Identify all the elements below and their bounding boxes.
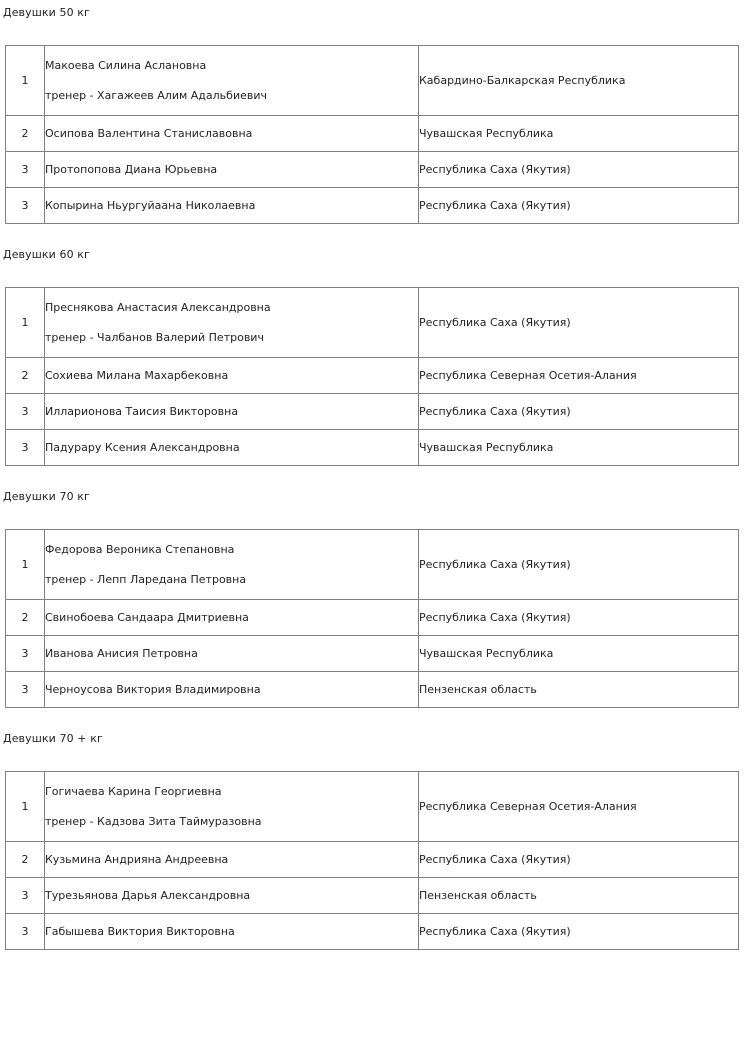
table-row <box>6 636 739 672</box>
region-cell: Республика Саха (Якутия) <box>419 288 739 358</box>
region-cell: Республика Саха (Якутия) <box>419 914 739 950</box>
weight-category-section <box>0 490 750 708</box>
place-cell: 3 <box>6 878 45 914</box>
results-table <box>5 287 739 466</box>
place-cell: 1 <box>6 46 45 116</box>
athlete-cell: Кузьмина Андрияна Андреевна <box>45 842 419 878</box>
table-row <box>6 842 739 878</box>
region-cell: Республика Саха (Якутия) <box>419 394 739 430</box>
athlete-cell <box>45 772 419 842</box>
athlete-cell: Илларионова Таисия Викторовна <box>45 394 419 430</box>
athlete-cell: Падурару Ксения Александровна <box>45 430 419 466</box>
region-cell: Республика Саха (Якутия) <box>419 600 739 636</box>
table-row <box>6 152 739 188</box>
table-row <box>6 116 739 152</box>
results-table <box>5 771 739 950</box>
region-cell: Чувашская Республика <box>419 636 739 672</box>
table-row <box>6 358 739 394</box>
region-cell: Кабардино-Балкарская Республика <box>419 46 739 116</box>
place-cell: 2 <box>6 116 45 152</box>
athlete-name: Гогичаева Карина Георгиевна <box>45 785 222 798</box>
table-row <box>6 600 739 636</box>
spacer <box>0 503 750 529</box>
athlete-cell: Черноусова Виктория Владимировна <box>45 672 419 708</box>
region-cell: Чувашская Республика <box>419 430 739 466</box>
weight-category-section <box>0 0 750 224</box>
place-cell: 3 <box>6 672 45 708</box>
region-cell: Республика Саха (Якутия) <box>419 530 739 600</box>
athlete-cell: Сохиева Милана Махарбековна <box>45 358 419 394</box>
section-heading: Девушки 50 кг <box>3 6 90 19</box>
athlete-cell: Свинобоева Сандаара Дмитриевна <box>45 600 419 636</box>
place-cell: 1 <box>6 288 45 358</box>
weight-category-section <box>0 248 750 466</box>
region-cell: Пензенская область <box>419 672 739 708</box>
section-heading: Девушки 70 + кг <box>3 732 103 745</box>
region-cell: Республика Саха (Якутия) <box>419 842 739 878</box>
section-heading: Девушки 60 кг <box>3 248 90 261</box>
place-cell: 3 <box>6 152 45 188</box>
place-cell: 3 <box>6 188 45 224</box>
athlete-name: Макоева Силина Аслановна <box>45 59 207 72</box>
athlete-cell <box>45 288 419 358</box>
region-cell: Республика Северная Осетия-Алания <box>419 772 739 842</box>
spacer <box>0 261 750 287</box>
region-cell: Чувашская Республика <box>419 116 739 152</box>
spacer <box>0 708 750 732</box>
table-row <box>6 188 739 224</box>
coach-name: тренер - Кадзова Зита Таймуразовна <box>45 815 262 828</box>
table-row <box>6 878 739 914</box>
table-row <box>6 394 739 430</box>
place-cell: 3 <box>6 430 45 466</box>
place-cell: 1 <box>6 530 45 600</box>
results-table <box>5 45 739 224</box>
place-cell: 2 <box>6 842 45 878</box>
region-cell: Республика Северная Осетия-Алания <box>419 358 739 394</box>
athlete-cell <box>45 530 419 600</box>
place-cell: 2 <box>6 600 45 636</box>
spacer <box>0 745 750 771</box>
athlete-cell: Осипова Валентина Станиславовна <box>45 116 419 152</box>
table-row <box>6 430 739 466</box>
athlete-cell: Протопопова Диана Юрьевна <box>45 152 419 188</box>
table-row <box>6 530 739 600</box>
spacer <box>0 19 750 45</box>
place-cell: 3 <box>6 394 45 430</box>
athlete-cell: Габышева Виктория Викторовна <box>45 914 419 950</box>
section-heading: Девушки 70 кг <box>3 490 90 503</box>
athlete-name: Федорова Вероника Степановна <box>45 543 235 556</box>
athlete-cell: Турезьянова Дарья Александровна <box>45 878 419 914</box>
coach-name: тренер - Хагажеев Алим Адальбиевич <box>45 89 267 102</box>
region-cell: Республика Саха (Якутия) <box>419 152 739 188</box>
athlete-cell <box>45 46 419 116</box>
table-row <box>6 46 739 116</box>
place-cell: 1 <box>6 772 45 842</box>
athlete-name: Преснякова Анастасия Александровна <box>45 301 271 314</box>
spacer <box>0 466 750 490</box>
spacer <box>0 224 750 248</box>
results-table <box>5 529 739 708</box>
table-row <box>6 914 739 950</box>
region-cell: Пензенская область <box>419 878 739 914</box>
athlete-cell: Иванова Анисия Петровна <box>45 636 419 672</box>
region-cell: Республика Саха (Якутия) <box>419 188 739 224</box>
coach-name: тренер - Лепп Ларедана Петровна <box>45 573 247 586</box>
place-cell: 3 <box>6 636 45 672</box>
table-row <box>6 288 739 358</box>
table-row <box>6 772 739 842</box>
athlete-cell: Копырина Ньургуйаана Николаевна <box>45 188 419 224</box>
coach-name: тренер - Чалбанов Валерий Петрович <box>45 331 264 344</box>
place-cell: 2 <box>6 358 45 394</box>
table-row <box>6 672 739 708</box>
weight-category-section <box>0 732 750 950</box>
place-cell: 3 <box>6 914 45 950</box>
